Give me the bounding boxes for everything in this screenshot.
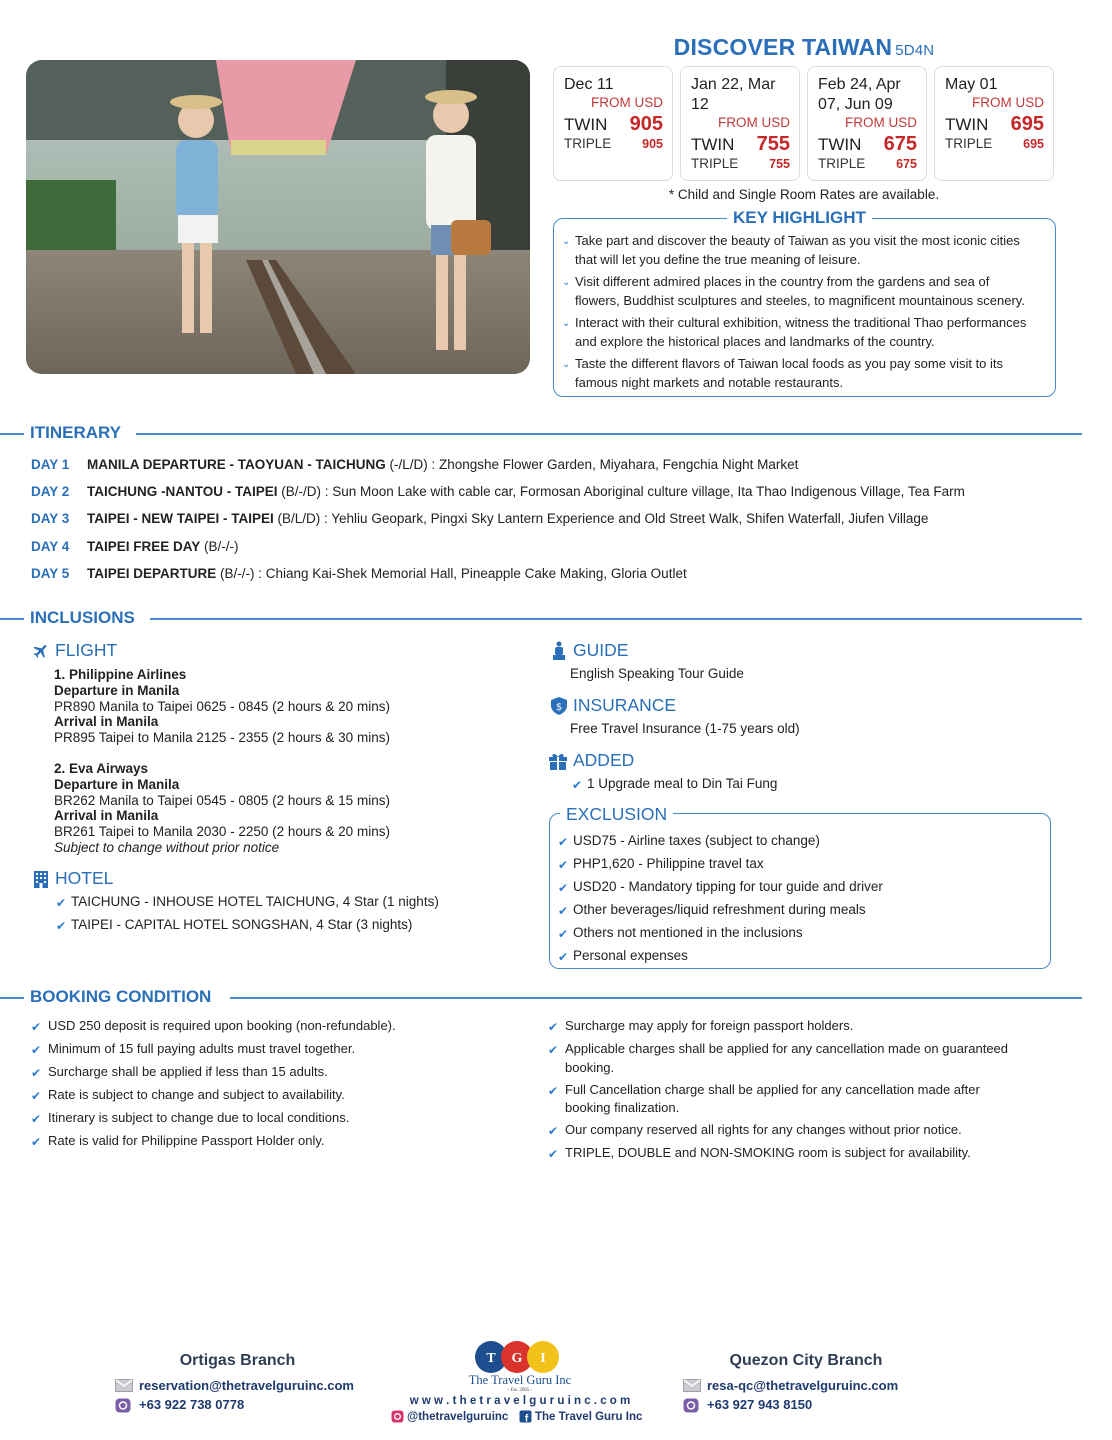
price-card xyxy=(807,66,927,181)
exclusion-item: PHP1,620 - Philippine travel tax xyxy=(573,856,764,871)
itinerary-header xyxy=(0,423,1082,443)
insurance-title: INSURANCE xyxy=(573,695,677,715)
instagram-icon xyxy=(391,1410,404,1423)
price-card xyxy=(934,66,1054,181)
day-number: DAY 4 xyxy=(31,539,70,554)
check-icon: ✔ xyxy=(558,927,569,941)
booking-item: Full Cancellation charge shall be applied for any cancellation made after xyxy=(565,1081,980,1097)
hotel-title: HOTEL xyxy=(55,868,114,888)
list-item xyxy=(31,1017,521,1037)
booking-right-list xyxy=(548,1017,1058,1167)
price-card-from: FROM USD xyxy=(845,115,917,130)
hero-photo xyxy=(26,60,530,374)
day-route: TAIPEI DEPARTURE xyxy=(87,566,217,581)
viber-icon xyxy=(683,1398,701,1412)
check-icon: ✔ xyxy=(558,950,569,964)
tour-duration: 5D4N xyxy=(895,42,935,59)
list-item xyxy=(572,773,777,796)
check-icon: ✔ xyxy=(548,1124,559,1138)
check-icon: ✔ xyxy=(558,904,569,918)
flight-arrival: PR895 Taipei to Manila 2125 - 2355 (2 hours & 30 mins) xyxy=(54,730,390,746)
day-number: DAY 1 xyxy=(31,457,70,472)
quezon-branch-title: Quezon City Branch xyxy=(729,1352,883,1369)
quezon-email[interactable] xyxy=(683,1378,898,1393)
facebook-icon xyxy=(519,1410,532,1423)
triple-price: 905 xyxy=(642,137,663,151)
highlight-text: famous night markets and notable restaurants. xyxy=(575,375,844,390)
inclusions-header xyxy=(0,608,1082,628)
exclusion-item: USD20 - Mandatory tipping for tour guide and driver xyxy=(573,879,883,894)
list-item xyxy=(562,354,1047,392)
highlight-text: Taste the different flavors of Taiwan local foods as you pay some visit to its xyxy=(575,356,1004,371)
flight-heading xyxy=(31,640,117,661)
facebook-text: The Travel Guru Inc xyxy=(535,1410,643,1423)
check-icon: ✔ xyxy=(572,778,583,792)
day-detail: (-/L/D) : Zhongshe Flower Garden, Miyahara, Fengchia Night Market xyxy=(385,457,799,472)
highlight-text: Take part and discover the beauty of Taiwan as you visit the most iconic cities xyxy=(575,233,1020,248)
check-icon: ✔ xyxy=(31,1020,42,1034)
check-icon: ✔ xyxy=(558,881,569,895)
chevron-down-icon: ⌄ xyxy=(562,277,571,288)
list-item xyxy=(558,899,1042,922)
added-title: ADDED xyxy=(573,750,635,770)
day-route: TAIPEI - NEW TAIPEI - TAIPEI xyxy=(87,511,274,526)
twin-label: TWIN xyxy=(691,135,735,154)
day-detail: (B/-/-) : Chiang Kai-Shek Memorial Hall, Pineapple Cake Making, Gloria Outlet xyxy=(216,566,687,581)
flight-details xyxy=(54,667,390,856)
triple-price: 755 xyxy=(769,157,790,171)
list-item xyxy=(56,914,439,937)
check-icon: ✔ xyxy=(31,1089,42,1103)
quezon-email-text: resa-qc@thetravelguruinc.com xyxy=(707,1378,899,1393)
guide-title: GUIDE xyxy=(573,640,629,660)
company-est: - Est. 2005 - xyxy=(507,1388,533,1393)
itinerary-title: ITINERARY xyxy=(30,423,121,442)
hotel-item: TAICHUNG - INHOUSE HOTEL TAICHUNG, 4 Star (1 nights) xyxy=(71,894,439,909)
ortigas-email-text: reservation@thetravelguruinc.com xyxy=(139,1378,354,1393)
flight-departure: BR262 Manila to Taipei 0545 - 0805 (2 hours & 15 mins) xyxy=(54,792,390,808)
quezon-phone[interactable] xyxy=(683,1397,812,1412)
day-number: DAY 3 xyxy=(31,511,70,526)
exclusion-item: USD75 - Airline taxes (subject to change) xyxy=(573,833,820,848)
day-number: DAY 2 xyxy=(31,484,70,499)
mail-icon xyxy=(115,1379,133,1393)
itinerary-day xyxy=(31,539,239,554)
ortigas-email[interactable] xyxy=(115,1378,354,1393)
chevron-down-icon: ⌄ xyxy=(562,236,571,247)
booking-item: Surcharge shall be applied if less than 15 adults. xyxy=(48,1064,328,1079)
day-detail: (B/L/D) : Yehliu Geopark, Pingxi Sky Lantern Experience and Old Street Walk, Shifen Waterfall, Jiufen Village xyxy=(273,511,929,526)
list-item xyxy=(548,1017,1058,1037)
added-list xyxy=(572,773,777,796)
booking-item: Itinerary is subject to change due to local conditions. xyxy=(48,1110,350,1125)
departure-label: Departure in Manila xyxy=(54,776,180,792)
list-item xyxy=(558,830,1042,853)
price-card xyxy=(680,66,800,181)
added-heading xyxy=(547,750,634,771)
check-icon: ✔ xyxy=(558,835,569,849)
triple-label: TRIPLE xyxy=(945,136,993,151)
list-item xyxy=(31,1040,521,1060)
arrival-label: Arrival in Manila xyxy=(54,714,159,730)
list-item xyxy=(558,922,1042,945)
twin-label: TWIN xyxy=(945,115,989,134)
rates-note: * Child and Single Room Rates are available. xyxy=(668,187,940,202)
booking-item: booking finalization. xyxy=(565,1100,680,1115)
hotel-heading xyxy=(31,868,113,889)
hotel-item: TAIPEI - CAPITAL HOTEL SONGSHAN, 4 Star (3 nights) xyxy=(71,917,413,932)
booking-item: Our company reserved all rights for any changes without prior notice. xyxy=(565,1122,962,1137)
check-icon: ✔ xyxy=(548,1020,559,1034)
booking-item: Rate is valid for Philippine Passport Holder only. xyxy=(48,1133,325,1148)
svg-text:f: f xyxy=(524,1413,529,1423)
exclusion-item: Other beverages/liquid refreshment during meals xyxy=(573,902,866,917)
viber-icon xyxy=(115,1398,133,1412)
airline-name: 1. Philippine Airlines xyxy=(54,667,187,682)
tour-title xyxy=(553,34,1055,61)
list-item xyxy=(56,891,439,914)
price-card-date: Feb 24, Apr 07, Jun 09 xyxy=(818,76,901,113)
exclusion-box xyxy=(549,813,1051,969)
gift-icon xyxy=(547,752,569,770)
company-name: The Travel Guru Inc xyxy=(468,1373,572,1387)
departure-label: Departure in Manila xyxy=(54,682,180,698)
booking-header xyxy=(0,987,1082,1007)
triple-price: 675 xyxy=(896,157,917,171)
twin-label: TWIN xyxy=(564,115,608,134)
chevron-down-icon: ⌄ xyxy=(562,318,571,329)
price-card-from: FROM USD xyxy=(718,115,790,130)
list-item xyxy=(558,853,1042,876)
itinerary-day xyxy=(31,511,928,526)
list-item xyxy=(548,1121,1058,1141)
mail-icon xyxy=(683,1379,701,1393)
list-item xyxy=(31,1132,521,1152)
check-icon: ✔ xyxy=(558,858,569,872)
twin-price: 905 xyxy=(629,113,663,135)
booking-item: Surcharge may apply for foreign passport holders. xyxy=(565,1018,854,1033)
day-route: MANILA DEPARTURE - TAOYUAN - TAICHUNG xyxy=(87,457,386,472)
chevron-down-icon: ⌄ xyxy=(562,359,571,370)
list-item xyxy=(562,313,1047,351)
booking-item: Rate is subject to change and subject to availability. xyxy=(48,1087,345,1102)
booking-item: Applicable charges shall be applied for any cancellation made on guaranteed xyxy=(565,1041,1009,1056)
logo-letter: T xyxy=(486,1351,496,1366)
logo-letter: I xyxy=(540,1351,546,1366)
list-item xyxy=(548,1081,1058,1118)
guide-text: English Speaking Tour Guide xyxy=(570,666,744,681)
price-card-date: Dec 11 xyxy=(564,76,614,93)
itinerary-day xyxy=(31,457,798,472)
list-item xyxy=(562,272,1047,310)
company-website[interactable]: w w w . t h e t r a v e l g u r u i n c . c o m xyxy=(409,1395,631,1407)
airline-name: 2. Eva Airways xyxy=(54,760,149,776)
twin-label: TWIN xyxy=(818,135,862,154)
check-icon: ✔ xyxy=(548,1147,559,1161)
hotel-list xyxy=(56,891,439,937)
inclusions-title: INCLUSIONS xyxy=(30,608,135,627)
check-icon: ✔ xyxy=(56,919,67,933)
booking-item: booking. xyxy=(565,1059,615,1075)
list-item xyxy=(558,945,1042,968)
list-item xyxy=(548,1040,1058,1077)
flight-title: FLIGHT xyxy=(55,640,118,660)
list-item xyxy=(31,1086,521,1106)
highlight-text: and explore the historical places and landmarks of the country. xyxy=(575,334,935,349)
exclusion-title: EXCLUSION xyxy=(560,804,673,825)
check-icon: ✔ xyxy=(31,1066,42,1080)
flight-departure: PR890 Manila to Taipei 0625 - 0845 (2 hours & 20 mins) xyxy=(54,698,390,714)
list-item xyxy=(558,876,1042,899)
key-highlight-title: KEY HIGHLIGHT xyxy=(727,208,872,228)
list-item xyxy=(548,1144,1058,1164)
svg-text:$: $ xyxy=(555,701,563,713)
day-number: DAY 5 xyxy=(31,566,70,581)
ortigas-phone-text: +63 922 738 0778 xyxy=(139,1397,245,1412)
check-icon: ✔ xyxy=(31,1043,42,1057)
check-icon: ✔ xyxy=(31,1112,42,1126)
guide-heading xyxy=(549,640,628,661)
quezon-phone-text: +63 927 943 8150 xyxy=(707,1397,813,1412)
triple-label: TRIPLE xyxy=(564,136,612,151)
ortigas-branch-title: Ortigas Branch xyxy=(179,1352,296,1369)
check-icon: ✔ xyxy=(31,1135,42,1149)
building-icon xyxy=(31,870,51,888)
booking-left-list xyxy=(31,1017,521,1155)
highlight-text: that will let you define the true meaning of leisure. xyxy=(575,252,861,267)
exclusion-item: Others not mentioned in the inclusions xyxy=(573,925,803,940)
booking-title: BOOKING CONDITION xyxy=(30,987,212,1006)
list-item xyxy=(31,1109,521,1129)
insurance-text: Free Travel Insurance (1-75 years old) xyxy=(570,721,800,736)
day-route: TAICHUNG -NANTOU - TAIPEI xyxy=(87,484,278,499)
price-card-date: Jan 22, Mar 12 xyxy=(691,76,776,113)
booking-item: USD 250 deposit is required upon booking (non-refundable). xyxy=(48,1018,396,1033)
flight-note: Subject to change without prior notice xyxy=(54,839,280,855)
logo-letter: G xyxy=(511,1351,523,1366)
arrival-label: Arrival in Manila xyxy=(54,808,159,824)
company-logo xyxy=(474,1340,564,1374)
highlight-text: flowers, Buddhist sculptures and steeles, to magnificent mountainous scenery. xyxy=(575,293,1025,308)
tour-title-text: DISCOVER TAIWAN xyxy=(673,34,893,60)
day-detail: (B/-/-) xyxy=(200,539,239,554)
triple-label: TRIPLE xyxy=(818,156,866,171)
day-route: TAIPEI FREE DAY xyxy=(87,539,201,554)
itinerary-day xyxy=(31,566,687,581)
exclusion-item: Personal expenses xyxy=(573,948,688,963)
added-item: 1 Upgrade meal to Din Tai Fung xyxy=(587,776,778,791)
ortigas-phone[interactable] xyxy=(115,1397,244,1412)
highlight-text: Visit different admired places in the country from the gardens and sea of xyxy=(575,274,990,289)
airplane-icon xyxy=(31,642,51,660)
check-icon: ✔ xyxy=(56,896,67,910)
price-card xyxy=(553,66,673,181)
price-card-date: May 01 xyxy=(945,76,998,93)
twin-price: 695 xyxy=(1010,113,1044,135)
check-icon: ✔ xyxy=(548,1043,559,1057)
booking-item: TRIPLE, DOUBLE and NON-SMOKING room is subject for availability. xyxy=(565,1145,971,1160)
shield-icon xyxy=(549,697,569,715)
twin-price: 755 xyxy=(756,133,790,155)
price-card-from: FROM USD xyxy=(972,95,1044,110)
list-item xyxy=(562,231,1047,269)
twin-price: 675 xyxy=(883,133,917,155)
check-icon: ✔ xyxy=(548,1083,559,1098)
flight-arrival: BR261 Taipei to Manila 2030 - 2250 (2 hours & 20 mins) xyxy=(54,824,390,840)
price-card-from: FROM USD xyxy=(591,95,663,110)
insurance-heading xyxy=(549,695,676,716)
list-item xyxy=(31,1063,521,1083)
key-highlight-box xyxy=(553,218,1056,397)
triple-price: 695 xyxy=(1023,137,1044,151)
instagram-handle[interactable] xyxy=(391,1410,508,1423)
itinerary-day xyxy=(31,484,965,499)
guide-icon xyxy=(549,641,569,661)
day-detail: (B/-/D) : Sun Moon Lake with cable car, Formosan Aboriginal culture village, Ita Thao Indigenous Village, Tea Farm xyxy=(277,484,965,499)
triple-label: TRIPLE xyxy=(691,156,739,171)
instagram-text: @thetravelguruinc xyxy=(407,1410,509,1423)
booking-item: Minimum of 15 full paying adults must travel together. xyxy=(48,1041,356,1056)
facebook-page[interactable] xyxy=(519,1410,642,1423)
highlight-text: Interact with their cultural exhibition, witness the traditional Thao performances xyxy=(575,315,1027,330)
